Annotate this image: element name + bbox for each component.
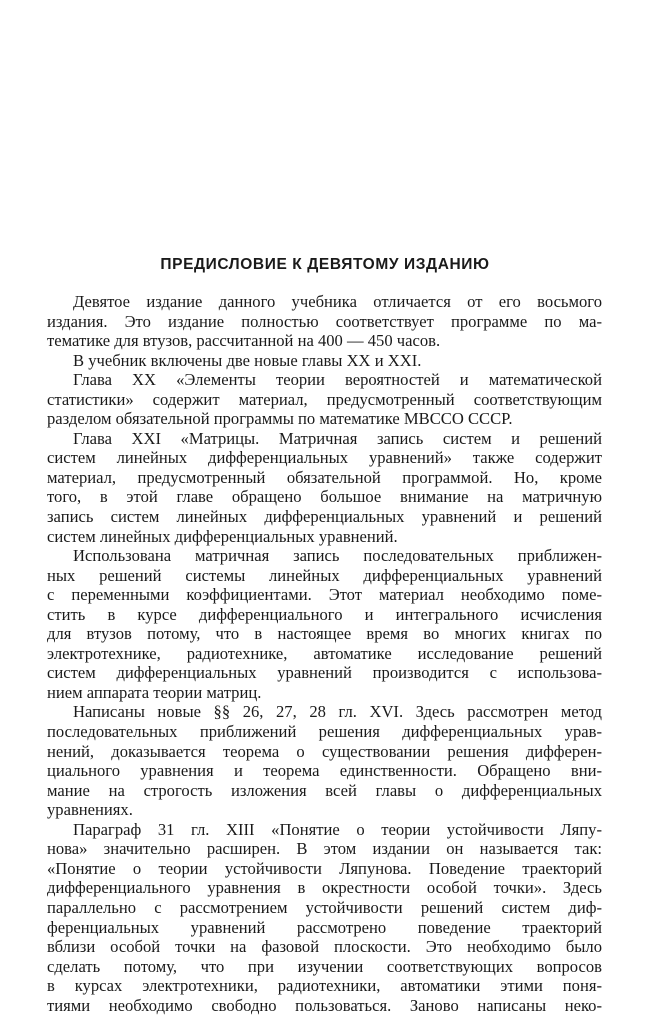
text-line: статистики» содержит материал, предусмотренный соответствующим xyxy=(47,389,602,409)
text-line: Написаны новые §§ 26, 27, 28 гл. XVI. Здесь рассмотрен метод xyxy=(73,702,602,722)
text-line: мание на строгость изложения всей главы о дифференциальных xyxy=(47,780,602,800)
text-line: «Понятие о теории устойчивости Ляпунова. Поведение траекторий xyxy=(47,858,602,878)
text-line: тематике для втузов, рассчитанной на 400 — 450 часов. xyxy=(47,331,441,351)
text-line: Глава XX «Элементы теории вероятностей и математической xyxy=(73,370,602,390)
preface-body xyxy=(47,292,602,1015)
text-line: В учебник включены две новые главы XX и XXI. xyxy=(73,350,422,370)
text-line: Девятое издание данного учебника отличается от его восьмого xyxy=(73,292,602,311)
text-line: вблизи особой точки на фазовой плоскости. Это необходимо было xyxy=(47,937,602,957)
text-line: сделать потому, что при изучении соответствующих вопросов xyxy=(47,956,602,976)
text-line: циального уравнения и теорема единственности. Обращено вни- xyxy=(47,761,602,781)
text-line: Использована матричная запись последовательных приближен- xyxy=(73,546,602,566)
text-line: нием аппарата теории матриц. xyxy=(47,682,262,702)
text-line: того, в этой главе обращено большое внимание на матричную xyxy=(47,487,602,507)
text-line: запись систем линейных дифференциальных уравнений и решений xyxy=(47,507,602,527)
text-line: разделом обязательной программы по математике МВССО СССР. xyxy=(47,409,513,429)
text-line: Глава XXI «Матрицы. Матричная запись систем и решений xyxy=(73,428,602,448)
text-line: последовательных приближений решения дифференциальных урав- xyxy=(47,722,602,742)
text-line: систем линейных дифференциальных уравнений» также содержит xyxy=(47,448,602,468)
text-line: материал, предусмотренный обязательной программой. Но, кроме xyxy=(47,467,602,487)
text-line: издания. Это издание полностью соответствует программе по ма- xyxy=(47,311,602,331)
text-line: в курсах электротехники, радиотехники, автоматики этими поня- xyxy=(47,976,602,996)
text-line: Параграф 31 гл. XIII «Понятие о теории устойчивости Ляпу- xyxy=(73,819,602,839)
text-line: параллельно с рассмотрением устойчивости решений систем диф- xyxy=(47,897,602,917)
preface-heading: ПРЕДИСЛОВИЕ К ДЕВЯТОМУ ИЗДАНИЮ xyxy=(160,256,490,273)
text-line: тиями необходимо свободно пользоваться. Заново написаны неко- xyxy=(47,995,602,1015)
text-line: ных решений системы линейных дифференциальных уравнений xyxy=(47,565,602,585)
text-line: нений, доказывается теорема о существовании решения дифферен- xyxy=(47,741,602,761)
text-line: нова» значительно расширен. В этом издании он называется так: xyxy=(47,839,602,859)
text-line: ференциальных уравнений рассмотрено поведение траекторий xyxy=(47,917,602,937)
text-line: систем линейных дифференциальных уравнений. xyxy=(47,526,398,546)
text-line: систем дифференциальных уравнений производится с использова- xyxy=(47,663,602,683)
text-line: стить в курсе дифференциального и интегрального исчисления xyxy=(47,604,602,624)
text-line: дифференциального уравнения в окрестности особой точки». Здесь xyxy=(47,878,602,898)
text-line: с переменными коэффициентами. Этот материал необходимо поме- xyxy=(47,585,602,605)
text-line: уравнениях. xyxy=(47,800,133,820)
text-line: электротехнике, радиотехнике, автоматике исследование решений xyxy=(47,643,602,663)
text-line: для втузов потому, что в настоящее время во многих книгах по xyxy=(47,624,602,644)
